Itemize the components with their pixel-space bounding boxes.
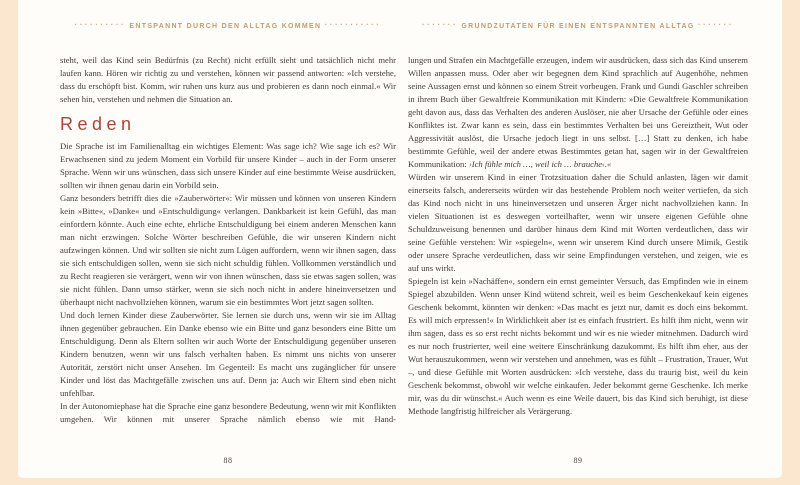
ornament-dots-icon: ·········· — [74, 20, 127, 29]
ornament-dots-icon: ······· — [697, 20, 735, 29]
section-heading: Reden — [60, 114, 136, 134]
running-head-left-label: ENTSPANNT DURCH DEN ALLTAG KOMMEN — [129, 23, 322, 30]
paragraph: Und doch lernen Kinder diese Zauberwörter. Sie lernen sie durch uns, wenn wir sie im Alltag ihnen gegenüber gebrauchen. Ein Danke ebenso wie ein Bitte und ganz besonders eine Bitte um Entschuldigung. Denn als Eltern sollten wir auch Worte der Entschuldigung gegenüber unseren Kindern benutzen, wenn wir uns falsch verhalten haben. Es nimmt uns nichts von unserer Autorität, zerstört nicht unser Ansehen. Im Gegenteil: Es macht uns zugänglicher für unsere Kinder und löst das Machtgefälle zwischen uns auf. Denn ja: Auch wir Eltern sind eben nicht unfehlbar. — [60, 310, 396, 398]
running-head-right-label: GRUNDZUTATEN FÜR EINEN ENTSPANNTEN ALLTAG — [461, 23, 695, 30]
quote-italic-text: ›Ich fühle mich …, weil ich … brauche‹.« — [468, 159, 612, 169]
ornament-dots-icon: ··········· — [324, 20, 382, 29]
running-head-left — [60, 21, 396, 30]
paragraph — [408, 54, 748, 171]
quote-text: lungen und Strafen ein Machtgefälle erzeugen, indem wir ausdrücken, dass sich das Kind unserem Willen anpassen muss. Oder aber wir begegnen dem Kind sprachlich auf Augenhöhe, nehmen seine Aussagen ernst und können so einem Streit vorbeugen. Frank und Gundi Gaschler schreiben in ihrem Buch über Gewaltfreie Kommunikation mit Kindern: »Die Gewaltfreie Kommunikation geht davon aus, dass das Verhalten des anderen Auslöser, nie aber Ursache der Gefühle oder eines Konfliktes ist. Zwar kann es sein, dass ein bestimmtes Verhalten bei uns Gereiztheit, Wut oder Aggressivität auslöst, die Ursache jedoch liegt in uns selbst. […] Statt zu denken, ich habe bestimmte Gefühle, weil der andere etwas Bestimmtes getan hat, sagen wir in der Gewaltfreien Kommunikation: — [408, 55, 748, 169]
paragraph: Spiegeln ist kein »Nachäffen«, sondern ein ernst gemeinter Versuch, das Empfinden wie in einem Spiegel abzubilden. Wenn unser Kind wütend schreit, weil es beim Geschenkekauf kein eigenes Geschenk bekommt, könnten wir denken: »Das macht es jetzt nur, damit es doch eins bekommt. Es will mich erpressen!« In Wirklichkeit aber ist es einfach frustriert. Es hilft ihm nicht, wenn wir ihm sagen, dass es so erst recht nichts bekommt und wir es nie wieder mitnehmen. Dadurch wird es nur noch frustrierter, weil eine weitere Einschränkung dazukommt. Es hilft ihm eher, aus der Wut herauszukommen, wenn wir verstehen und annehmen, was es fühlt – Frustration, Trauer, Wut –, und diese Gefühle mit Worten ausdrücken: »Ich verstehe, dass du traurig bist, weil du kein Geschenk bekommst, obwohl wir welche einkaufen. Jeder bekommt gerne Geschenke. Ich merke mir, was du dir wünschst.« Auch wenn es eine Weile dauert, bis das Kind sich beruhigt, ist diese Methode langfristig hilfreicher als Verärgerung. — [408, 276, 748, 416]
right-page-text-column — [408, 54, 748, 418]
paragraph: In der Autonomiephase hat die Sprache eine ganz besondere Bedeutung, wenn wir mit Konflikten umgehen. Wir können mit unserer Sprache nämlich ebenso wie mit Hand- — [60, 401, 397, 424]
paragraph: Die Sprache ist im Familienalltag ein wichtiges Element: Was sage ich? Wie sage ich es? Wir Erwachsenen sind zu jedem Moment ein Vorbild für unsere Kinder – auch in der Form unserer Sprache. Wenn wir uns wünschen, dass sich unsere Kinder auf eine bestimmte Weise ausdrücken, sollten wir ihnen genau darin ein Vorbild sein. — [60, 141, 396, 190]
paragraph: steht, weil das Kind sein Bedürfnis (zu Recht) nicht erfüllt sieht und tatsächlich nicht mehr laufen kann. Hören wir richtig zu und verstehen, können wir passend antworten: »Ich verstehe, dass du erschöpft bist. Komm, wir ruhen uns kurz aus und probieren es dann noch einmal.« Wir sehen hin, verstehen und nehmen die Situation an. — [60, 55, 396, 104]
book-page-spread — [18, 0, 782, 478]
page-number-left: 88 — [223, 456, 233, 465]
paragraph: Ganz besonders betrifft dies die »Zauberwörter«: Wir müssen und können von unseren Kindern kein »Bitte«, »Danke« und »Entschuldigung« verlangen. Dankbarkeit ist kein Gefühl, das man einfordern könnte. Auch eine echte, ehrliche Entschuldigung bei einem anderen Menschen kann man nicht erzwingen. Solche Wörter beschreiben Gefühle, die wir unseren Kindern nicht aufzwingen können. Und wir sollten sie nicht zum Lügen auffordern, wenn wir ihnen sagen, dass sie sich entschuldigen sollen, wenn sie sich nicht schuldig fühlen. Vollkommen verständlich und zu Recht reagieren sie verärgert, wenn wir von ihnen wünschen, dass sie etwas sagen sollen, was sie nicht fühlen. Dann umso stärker, wenn sie sich noch nicht in andere hineinversetzen und überhaupt nicht nachvollziehen können, warum sie ein bestimmtes Wort jetzt sagen sollten. — [60, 193, 396, 307]
page-number-right: 89 — [573, 456, 583, 465]
paragraph: Würden wir unserem Kind in einer Trotzsituation daher die Schuld anlasten, lägen wir damit einerseits falsch, andererseits würden wir das bestehende Problem noch weiter vertiefen, da sich das Kind noch nicht in uns hineinversetzen und unseren Ärger nicht nachvollziehen kann. In vielen Situationen ist es deswegen vorteilhafter, wenn wir unsere eigenen Gefühle ohne Schuldzuweisung benennen und darüber hinaus dem Kind mit Worten verdeutlichen, dass wir seine Gefühle verstehen: Wir »spiegeln«, wenn wir unserem Kind durch unsere Mimik, Gestik oder unsere Sprache verdeutlichen, dass wir seine Empfindungen verstehen, und zeigen, wie es auf uns wirkt. — [408, 172, 748, 273]
ornament-dots-icon: ······· — [421, 20, 459, 29]
left-page-text-column — [60, 54, 396, 426]
running-head-right — [408, 21, 748, 30]
